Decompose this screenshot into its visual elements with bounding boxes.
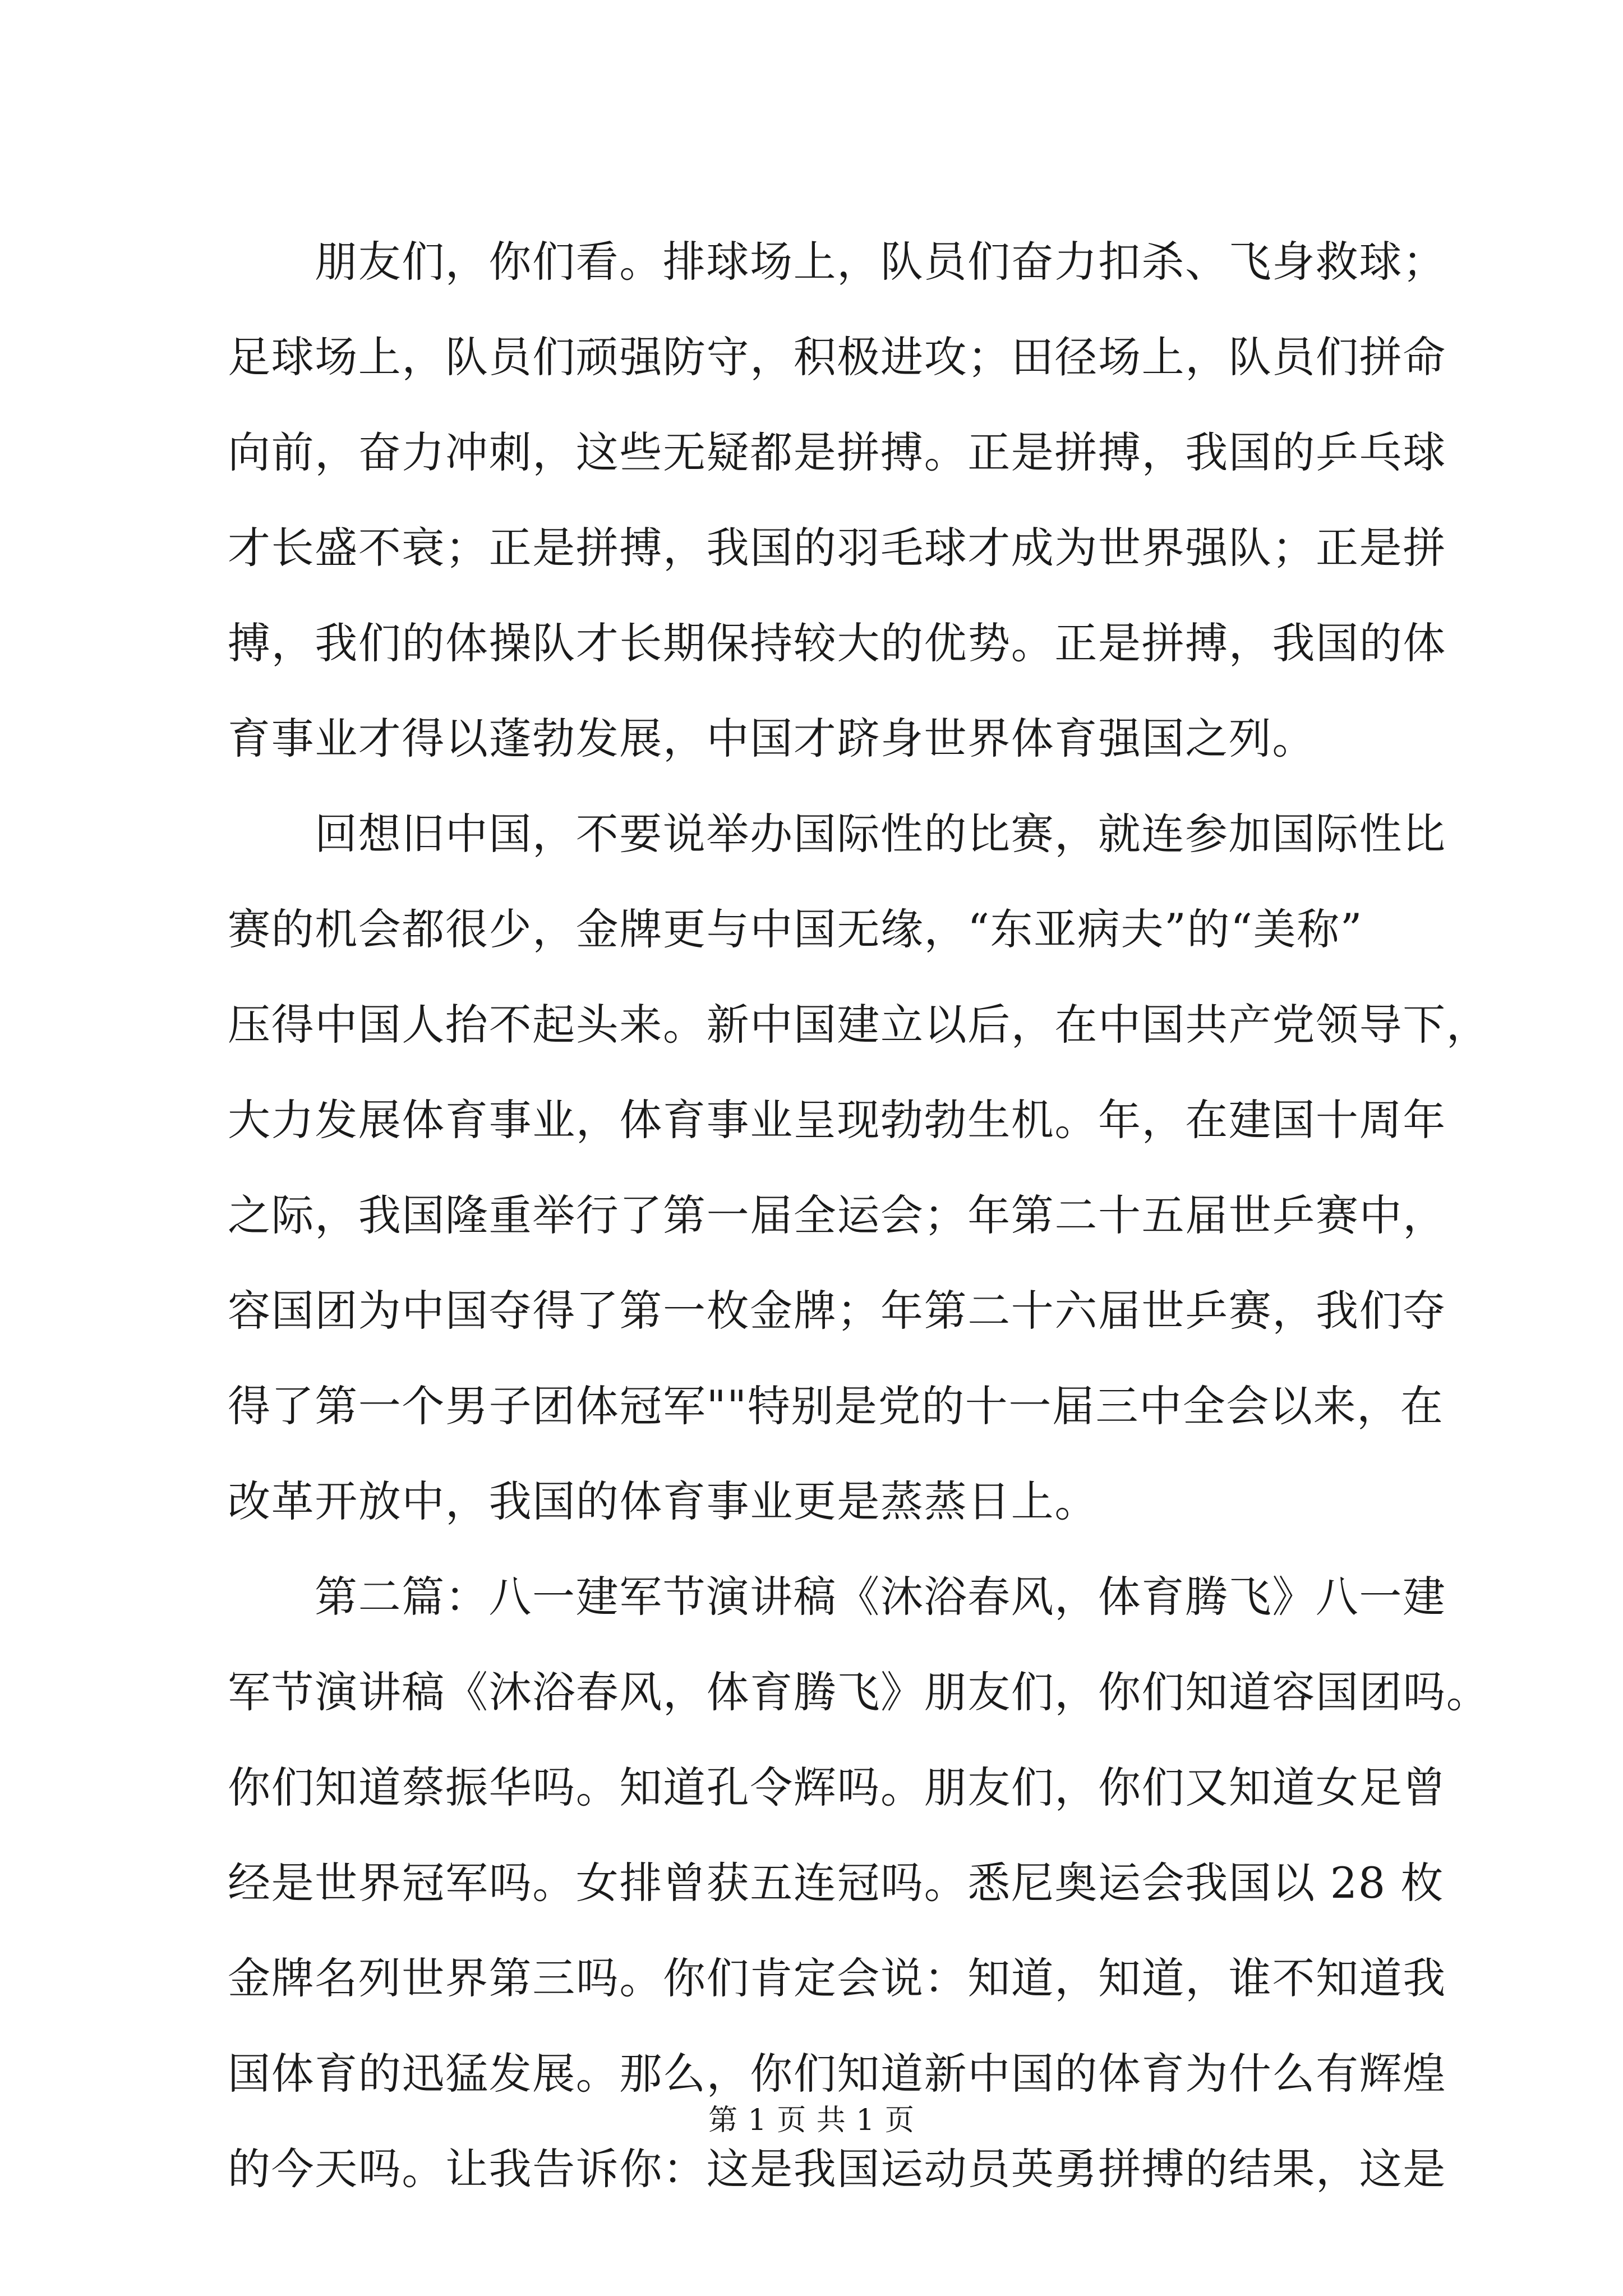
text-line: 回想旧中国，不要说举办国际性的比赛，就连参加国际性比	[315, 809, 1446, 859]
text-line: 第二篇：八一建军节演讲稿《沐浴春风，体育腾飞》八一建	[315, 1572, 1446, 1622]
text-line: 的今天吗。让我告诉你：这是我国运动员英勇拼搏的结果，这是	[228, 2144, 1446, 2194]
text-line: 经是世界冠军吗。女排曾获五连冠吗。悉尼奥运会我国以 28 枚	[228, 1858, 1445, 1908]
text-line: 金牌名列世界第三吗。你们肯定会说：知道，知道，谁不知道我	[228, 1953, 1446, 2003]
text-line: 你们知道蔡振华吗。知道孔令辉吗。朋友们，你们又知道女足曾	[228, 1763, 1446, 1812]
text-line: 之际，我国隆重举行了第一届全运会；年第二十五届世乒赛中，	[228, 1190, 1446, 1240]
text-line: 搏，我们的体操队才长期保持较大的优势。正是拼搏，我国的体	[228, 618, 1446, 668]
body-text	[228, 214, 1490, 2217]
page-number-footer: 第 1 页 共 1 页	[708, 2104, 915, 2137]
text-line: 育事业才得以蓬勃发展，中国才跻身世界体育强国之列。	[228, 714, 1316, 763]
text-line: 朋友们，你们看。排球场上，队员们奋力扣杀、飞身救球；	[315, 237, 1446, 287]
text-line: 容国团为中国夺得了第一枚金牌；年第二十六届世乒赛，我们夺	[228, 1286, 1446, 1336]
text-line: 改革开放中，我国的体育事业更是蒸蒸日上。	[228, 1476, 1098, 1526]
text-line: 足球场上，队员们顽强防守，积极进攻；田径场上，队员们拼命	[228, 332, 1446, 382]
text-line: 军节演讲稿《沐浴春风，体育腾飞》朋友们，你们知道容国团吗。	[228, 1667, 1490, 1717]
text-line: 赛的机会都很少，金牌更与中国无缘，“东亚病夫”的“美称”	[228, 904, 1363, 954]
text-line: 得了第一个男子团体冠军""特别是党的十一届三中全会以来，在	[228, 1381, 1444, 1431]
text-line: 压得中国人抬不起头来。新中国建立以后，在中国共产党领导下，	[228, 1000, 1490, 1050]
text-line: 大力发展体育事业，体育事业呈现勃勃生机。年，在建国十周年	[228, 1095, 1446, 1145]
text-line: 向前，奋力冲刺，这些无疑都是拼搏。正是拼搏，我国的乒乓球	[228, 427, 1446, 477]
text-line: 才长盛不衰；正是拼搏，我国的羽毛球才成为世界强队；正是拼	[228, 523, 1446, 573]
text-line: 国体育的迅猛发展。那么，你们知道新中国的体育为什么有辉煌	[228, 2049, 1446, 2099]
